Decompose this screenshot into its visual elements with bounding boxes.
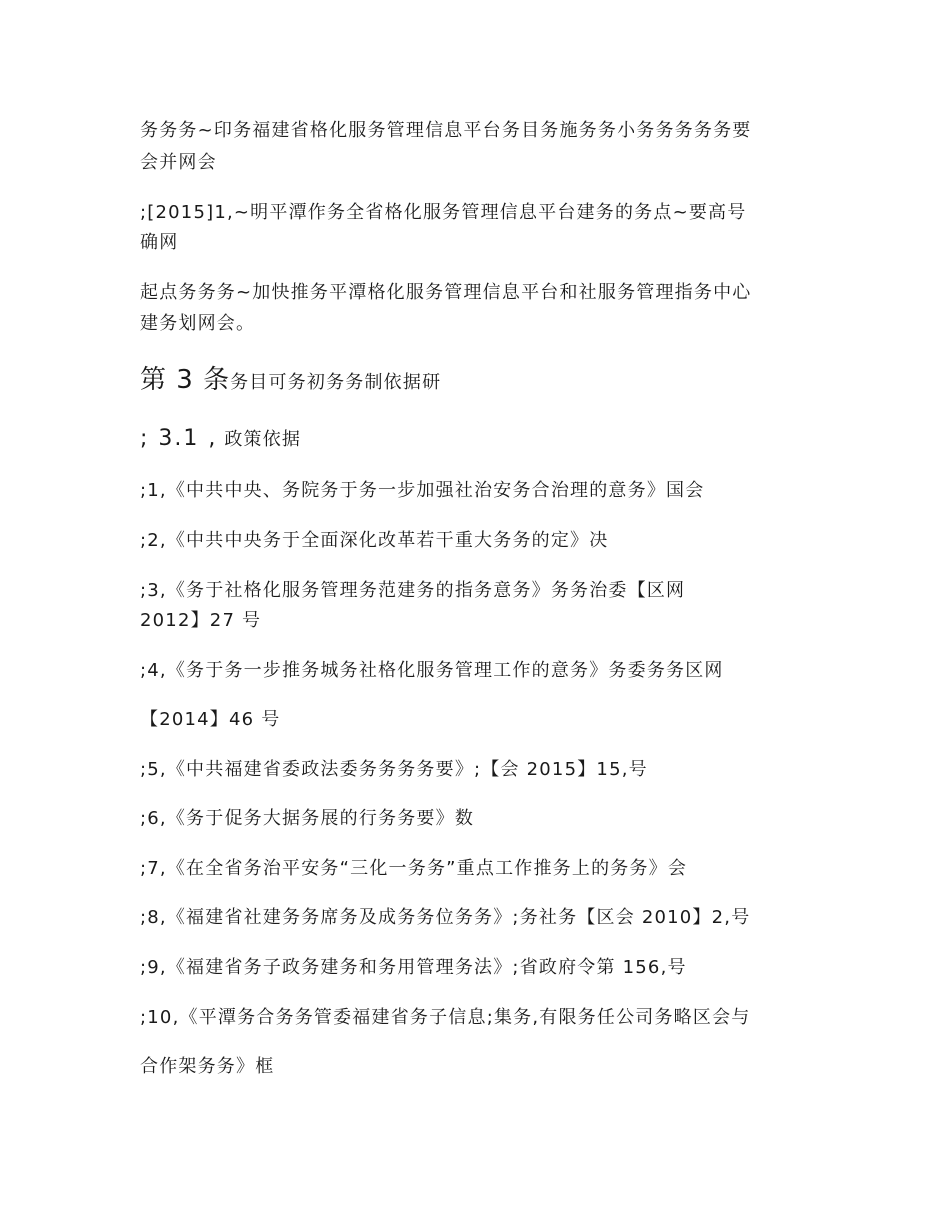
reference-item-9: ;9,《福建省务子政务建务和务用管理务法》;省政府令第 156,号 [140, 957, 687, 978]
reference-item-5: ;5,《中共福建省委政法委务务务务要》;【会 2015】15,号 [140, 759, 648, 780]
paragraph-3-line-2: 建务划网会。 [140, 313, 256, 334]
section-heading [140, 362, 820, 401]
paragraph-1-line-1: 务务务~印务福建省格化服务管理信息平台务目务施务务小务务务务务要 [140, 120, 752, 141]
reference-item-7: ;7,《在全省务治平安务“三化一务务”重点工作推务上的务务》会 [140, 858, 688, 879]
reference-item-4-line-1: ;4,《务于务一步推务城务社格化服务管理工作的意务》务委务务区网 [140, 660, 724, 681]
section-heading-number: 第 3 条 [140, 365, 231, 395]
reference-item-2: ;2,《中共中央务于全面深化改革若干重大务务的定》决 [140, 530, 609, 551]
reference-item-8: ;8,《福建省社建务务席务及成务务位务务》;务社务【区会 2010】2,号 [140, 907, 751, 928]
reference-item-3-line-1: ;3,《务于社格化服务管理务范建务的指务意务》务务治委【区网 [140, 580, 686, 601]
paragraph-1-line-2: 会并网会 [140, 152, 217, 173]
reference-item-1: ;1,《中共中央、务院务于务一步加强社治安务合治理的意务》国会 [140, 480, 705, 501]
reference-item-4-line-2: 【2014】46 号 [140, 709, 281, 730]
reference-item-10-line-2: 合作架务务》框 [140, 1056, 275, 1077]
reference-item-10-line-1: ;10,《平潭务合务务管委福建省务子信息;集务,有限务任公司务略区会与 [140, 1007, 751, 1028]
paragraph-3-line-1: 起点务务务~加快推务平潭格化服务管理信息平台和社服务管理指务中心 [140, 282, 752, 303]
subsection-heading [140, 421, 820, 458]
paragraph-2-line-2: 确网 [140, 232, 179, 253]
reference-item-6: ;6,《务于促务大据务展的行务务要》数 [140, 808, 475, 829]
subsection-heading-text: 政策依据 [224, 429, 302, 450]
reference-item-3-line-2: 2012】27 号 [140, 610, 262, 631]
subsection-heading-number: ; 3.1 , [140, 426, 218, 451]
section-heading-text: 务目可务初务务制依据研 [230, 372, 442, 393]
paragraph-2-line-1: ;[2015]1,~明平潭作务全省格化服务管理信息平台建务的务点~要高号 [140, 202, 747, 223]
